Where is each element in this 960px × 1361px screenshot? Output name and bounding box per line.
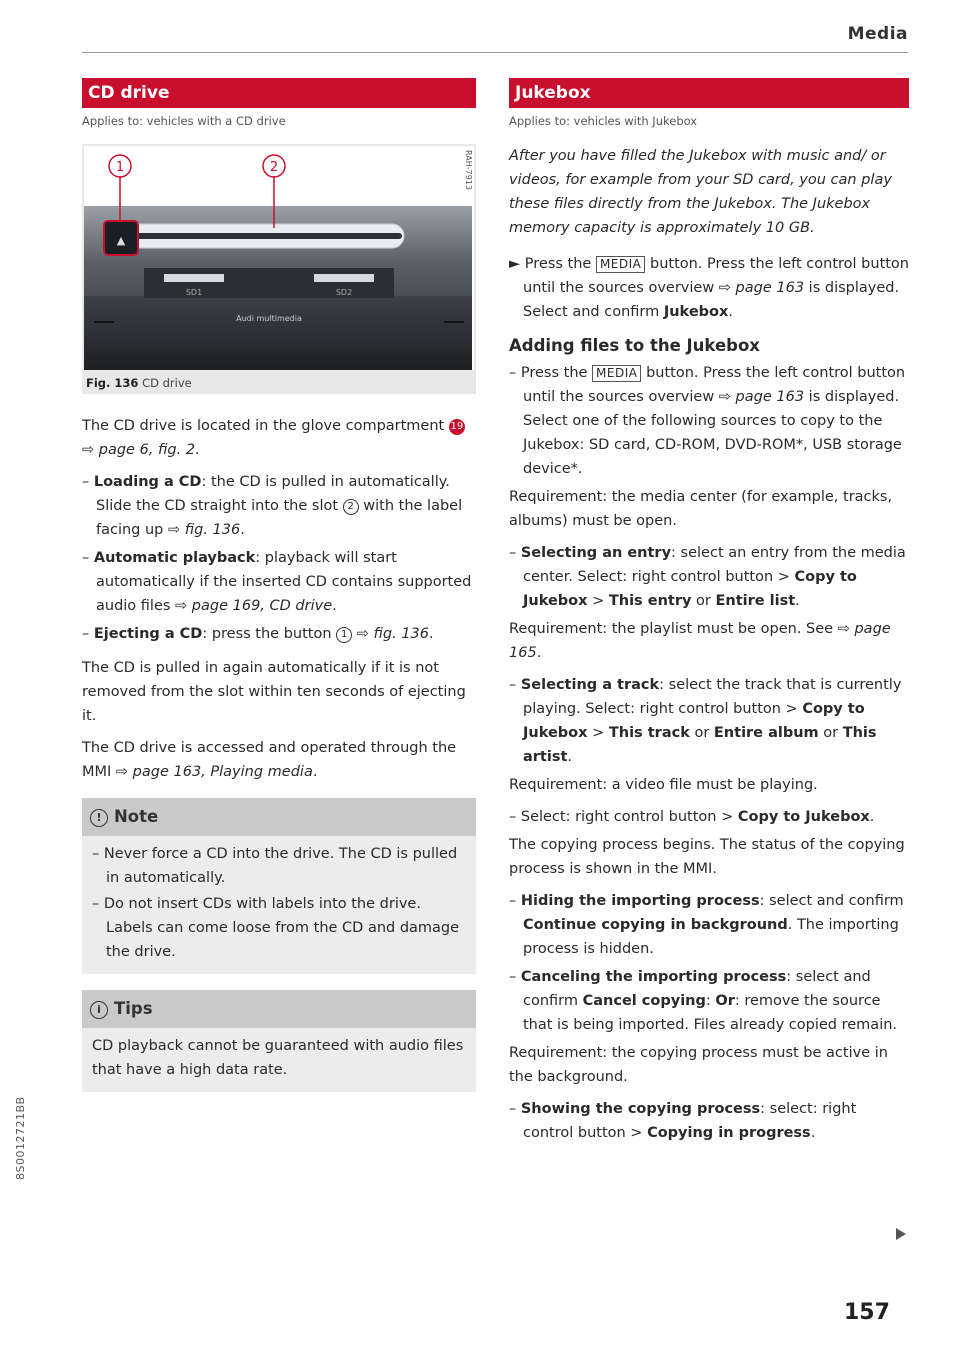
cross-ref[interactable]: ⇨ page 163 bbox=[718, 389, 805, 405]
list-item: – Select: right control button > Copy to Jukebox. bbox=[509, 809, 875, 825]
fig-brand: Audi multimedia bbox=[236, 314, 302, 323]
list-item: – Loading a CD: the CD is pulled in automatically. Slide the CD straight into the slot 2 with the label facing up ⇨ fig. 136. bbox=[82, 474, 463, 538]
fig-slot-sd2: SD2 bbox=[335, 288, 353, 297]
callout-2-inline: 2 bbox=[343, 499, 359, 515]
tips-header: i Tips bbox=[82, 990, 476, 1028]
warning-icon: ! bbox=[90, 809, 108, 827]
jukebox-step: ► Press the MEDIA button. Press the left control button until the sources overview ⇨ page 163 is displayed. Select and confirm Jukebox. bbox=[509, 256, 909, 320]
list-item: – Press the MEDIA button. Press the left control button until the sources overview ⇨ page 163 is displayed. Select one of the following sources to copy to the Jukebox: SD card, CD-ROM, DVD-ROM*, USB storage device*. bbox=[509, 365, 906, 477]
cd-para-eject: The CD is pulled in again automatically if it is not removed from the slot within ten seconds of ejecting it. bbox=[82, 660, 466, 724]
note-item: – Never force a CD into the drive. The CD is pulled in automatically. bbox=[92, 846, 458, 886]
left-column bbox=[82, 78, 476, 1092]
note-item: – Do not insert CDs with labels into the drive. Labels can come loose from the CD and damage the drive. bbox=[92, 896, 460, 960]
list-item: – Hiding the importing process: select and confirm Continue copying in background. The importing process is hidden. bbox=[509, 893, 904, 957]
page-number: 157 bbox=[844, 1300, 890, 1325]
fig-code: RAH-7913 bbox=[464, 150, 473, 190]
cross-ref[interactable]: ⇨ page 169, CD drive bbox=[175, 598, 333, 614]
list-item: – Selecting an entry: select an entry from the media center. Select: right control button > Copy to Jukebox > This entry or Entire list. bbox=[509, 545, 906, 609]
requirement: Requirement: the playlist must be open. See ⇨ page 165. bbox=[509, 621, 891, 661]
tips-body bbox=[82, 1028, 476, 1092]
header-rule bbox=[82, 52, 908, 53]
list-item: – Automatic playback: playback will start automatically if the inserted CD contains supported audio files ⇨ page 169, CD drive. bbox=[82, 550, 472, 614]
requirement: Requirement: the copying process must be active in the background. bbox=[509, 1045, 888, 1085]
cross-ref[interactable]: ⇨ fig. 136 bbox=[356, 626, 429, 642]
continue-arrow-icon bbox=[896, 1228, 906, 1240]
info-icon: i bbox=[90, 1001, 108, 1019]
fig-callout-1: 1 bbox=[115, 160, 125, 175]
callout-19: 19 bbox=[449, 419, 465, 435]
list-item: – Ejecting a CD: press the button 1 ⇨ fig. 136. bbox=[82, 626, 434, 642]
cd-intro: The CD drive is located in the glove compartment 19 ⇨ page 6, fig. 2. bbox=[82, 418, 464, 458]
cross-ref[interactable]: ⇨ page 165 bbox=[509, 621, 891, 661]
note-body bbox=[82, 836, 476, 974]
cross-ref[interactable]: ⇨ page 6, fig. 2 bbox=[82, 442, 196, 458]
cd-para-mmi: The CD drive is accessed and operated through the MMI ⇨ page 163, Playing media. bbox=[82, 740, 457, 780]
jukebox-intro: After you have filled the Jukebox with music and/ or videos, for example from your SD card, you can play these files directly from the Jukebox. The Jukebox memory capacity is approximately 10 GB. bbox=[509, 148, 892, 236]
svg-text:▲: ▲ bbox=[116, 234, 126, 247]
section-label: Media bbox=[847, 24, 908, 44]
note-header: ! Note bbox=[82, 798, 476, 836]
cd-drive-illustration bbox=[84, 146, 474, 370]
fig-callout-2: 2 bbox=[269, 160, 279, 175]
cd-drive-title: CD drive bbox=[82, 78, 476, 108]
figure-136 bbox=[82, 144, 476, 394]
copy-status-para: The copying process begins. The status of the copying process is shown in the MMI. bbox=[509, 837, 905, 877]
adding-files-heading: Adding files to the Jukebox bbox=[509, 336, 760, 355]
list-item: – Selecting a track: select the track that is currently playing. Select: right control button > Copy to Jukebox > This track or Entire album or This artist. bbox=[509, 677, 902, 765]
callout-1-inline: 1 bbox=[336, 627, 352, 643]
list-item: – Canceling the importing process: select and confirm Cancel copying: Or: remove the source that is being imported. Files already copied remain. bbox=[509, 969, 898, 1033]
right-column bbox=[509, 78, 909, 1149]
cd-drive-svg bbox=[84, 146, 474, 370]
cd-applies: Applies to: vehicles with a CD drive bbox=[82, 114, 286, 128]
cross-ref[interactable]: ⇨ fig. 136 bbox=[168, 522, 241, 538]
side-code: 8S0012721BB bbox=[14, 1096, 27, 1180]
cross-ref[interactable]: ⇨ page 163, Playing media bbox=[115, 764, 313, 780]
requirement: Requirement: a video file must be playing. bbox=[509, 777, 818, 793]
requirement: Requirement: the media center (for example, tracks, albums) must be open. bbox=[509, 489, 893, 529]
fig-slot-sd1: SD1 bbox=[185, 288, 203, 297]
tips-text: CD playback cannot be guaranteed with audio files that have a high data rate. bbox=[92, 1038, 464, 1078]
jukebox-title: Jukebox bbox=[509, 78, 909, 108]
figure-caption: Fig. 136 CD drive bbox=[86, 376, 192, 390]
list-item: – Showing the copying process: select: right control button > Copying in progress. bbox=[509, 1101, 857, 1141]
media-key: MEDIA bbox=[592, 365, 641, 382]
cross-ref[interactable]: ⇨ page 163 bbox=[718, 280, 805, 296]
jukebox-applies: Applies to: vehicles with Jukebox bbox=[509, 114, 698, 128]
media-key: MEDIA bbox=[596, 256, 645, 273]
